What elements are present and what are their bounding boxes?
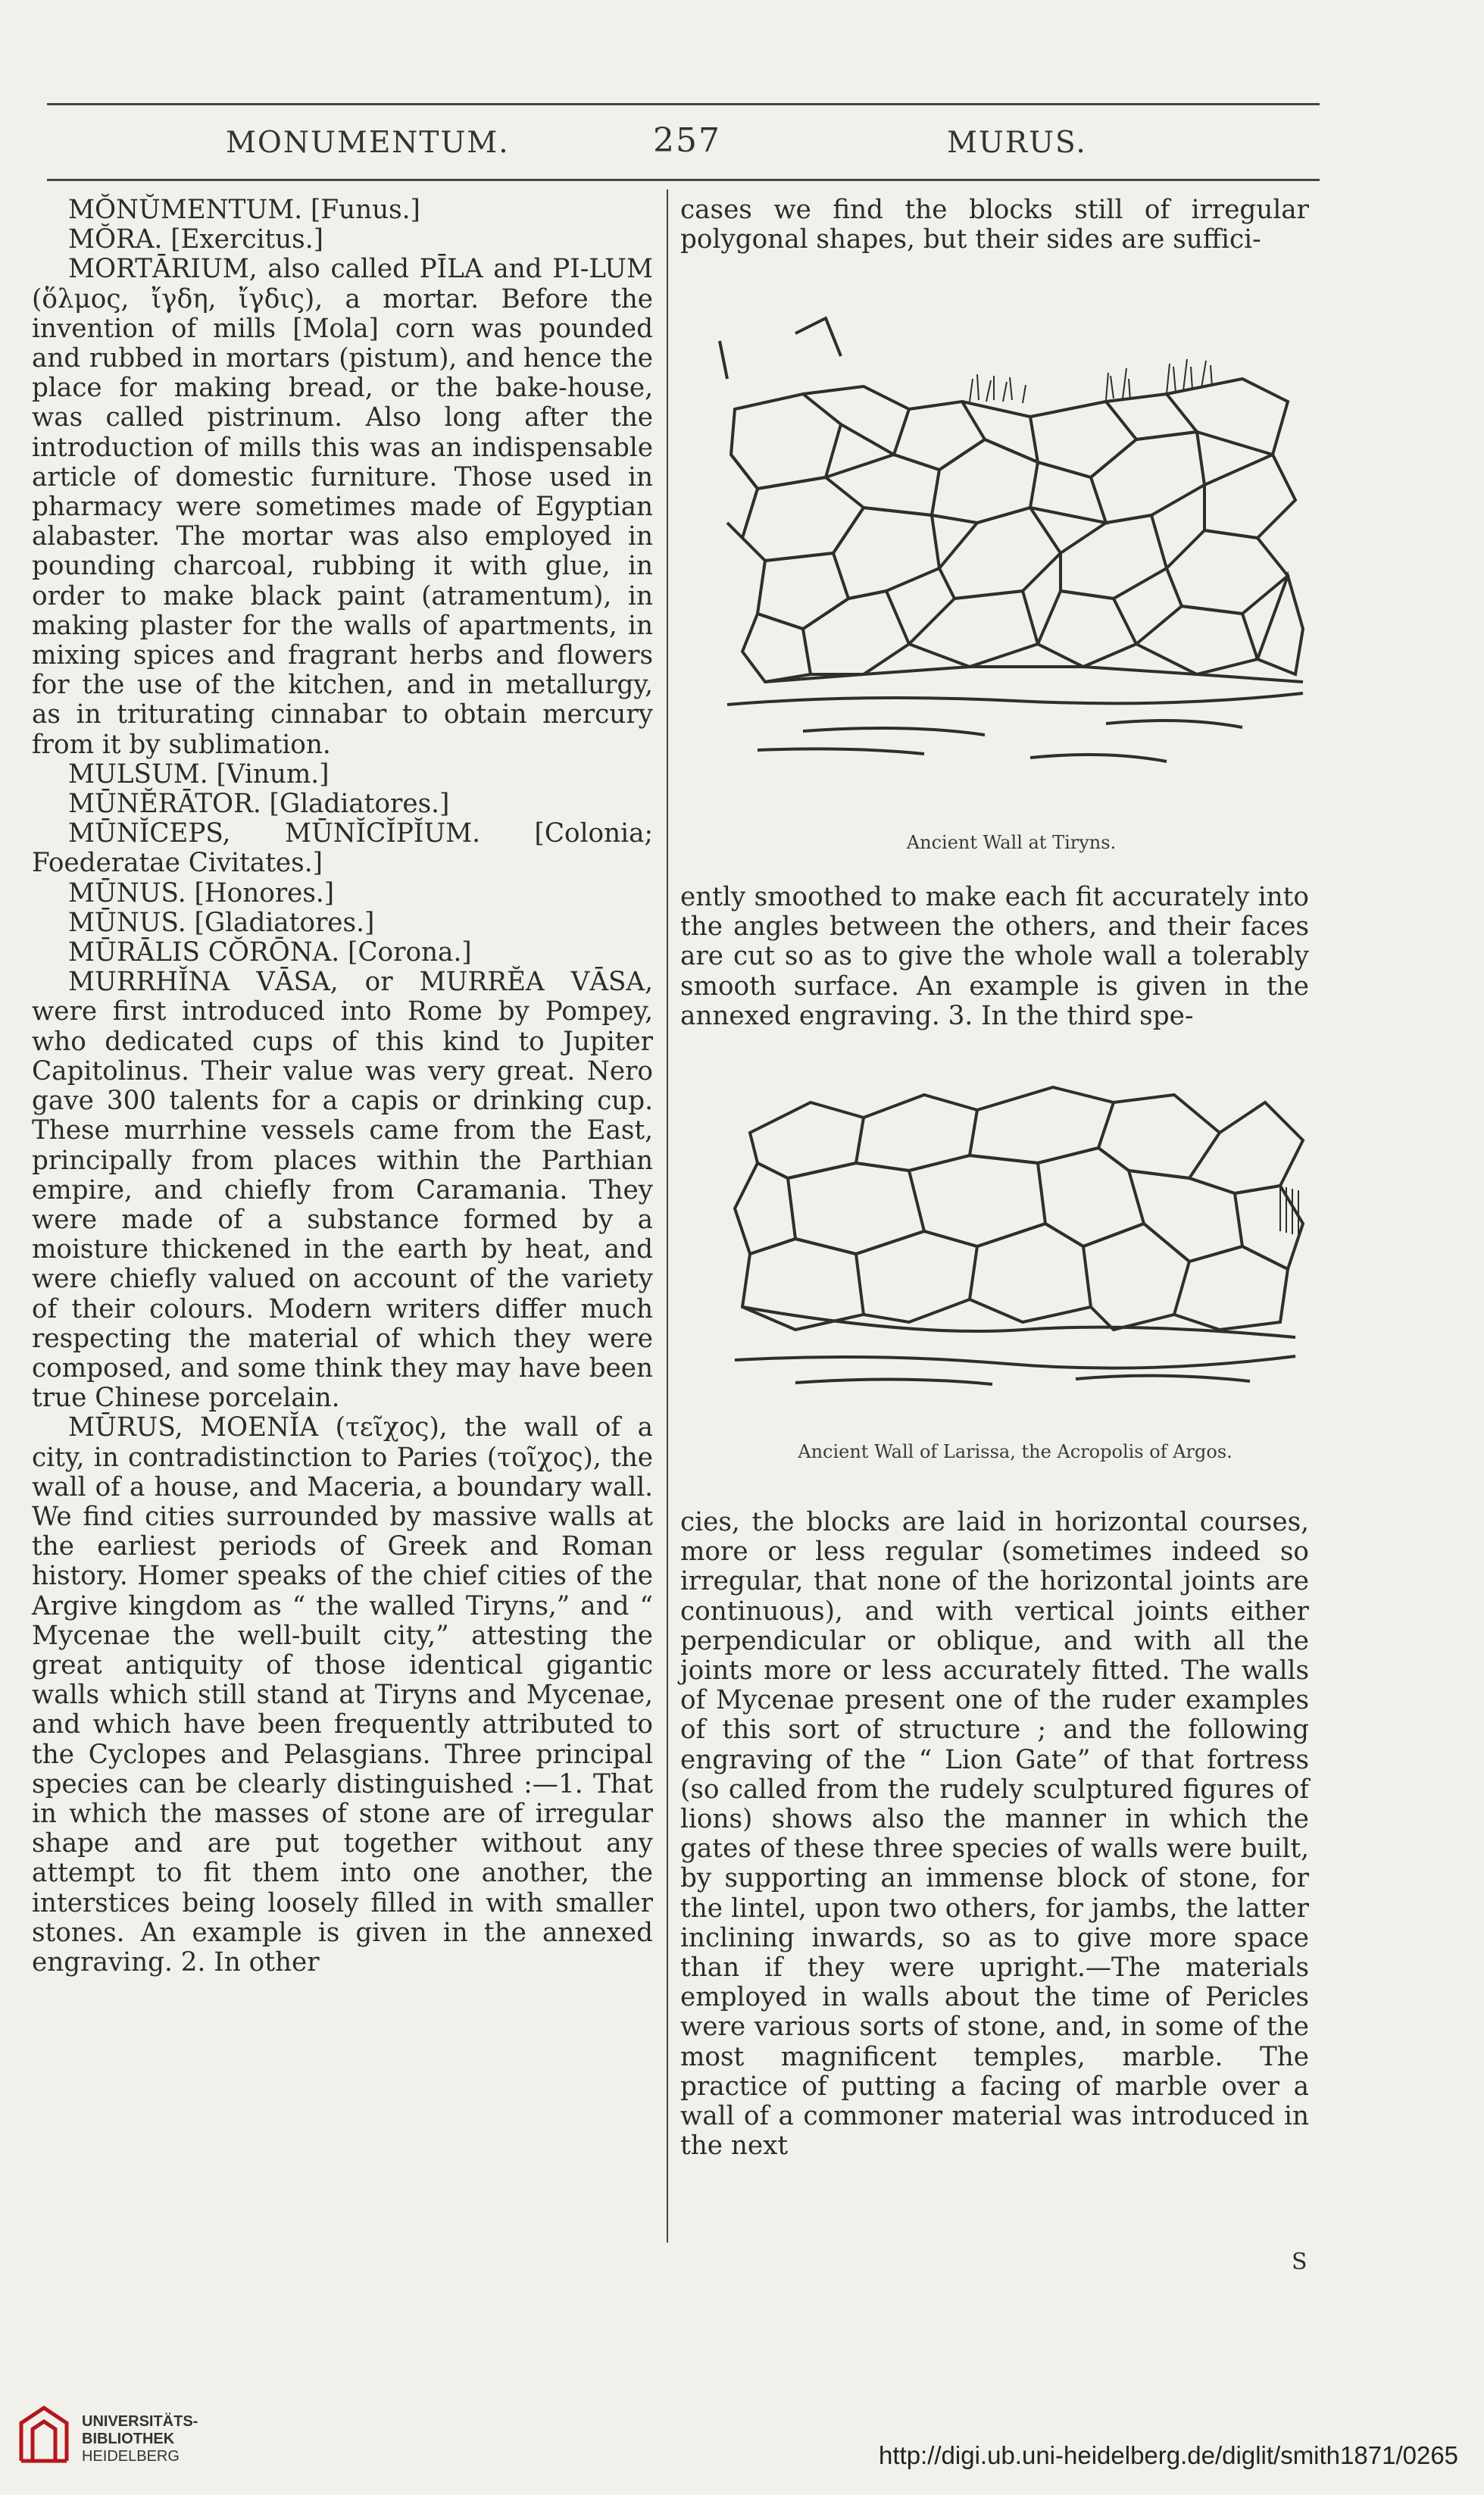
paragraph-cases: cases we find the blocks still of irregular polygonal shapes, but their sides are suffici- bbox=[680, 195, 1309, 255]
entry-mulsum: MULSUM. [Vinum.] bbox=[68, 758, 330, 789]
library-line-3: HEIDELBERG bbox=[82, 2448, 180, 2465]
page-number: 257 bbox=[653, 121, 721, 160]
column-divider bbox=[667, 189, 668, 2243]
caption-tiryns: Ancient Wall at Tiryns. bbox=[906, 832, 1117, 853]
paragraph-cies: cies, the blocks are laid in horizontal courses, more or less regular (sometimes indeed so irregular, that none of the horizontal joints are continuous), and with vertical joints either perpendicular or oblique, and with all the joints more or less accurately fitted. The walls of Mycenae present one of the ruder examples of this sort of structure ; and the following engraving of the “ Lion Gate” of that fortress (so called from the rudely sculptured figures of lions) shows also the manner in which the gates of these three species of walls were built, by supporting an immense block of stone, for the lintel, upon two others, for jambs, the latter inclining inwards, so as to give more space than if they were upright.—The materials employed in walls about the time of Pericles were various sorts of stone, and, in some of the most magnificent temples, marble. The practice of putting a facing of marble over a wall of a commoner material was introduced in the next bbox=[680, 1507, 1309, 2162]
left-column bbox=[32, 195, 653, 1978]
larissa-wall-engraving bbox=[720, 1072, 1311, 1405]
paragraph-ently: ently smoothed to make each fit accurately into the angles between the others, and their faces are cut so as to give the whole wall a tolerably smooth surface. An example is given in the annexed engraving. 3. In the third spe- bbox=[680, 882, 1309, 1031]
entry-murrhina-vasa: MURRHĬNA VĀSA, or MURRĔA VĀSA, were first introduced into Rome by Pompey, who dedicated cups of this kind to Jupiter Capitolinus. Their value was very great. Nero gave 300 talents for a capis or drinking cup. These murrhine vessels came from the East, principally from places within the Parthian empire, and chiefly from Caramania. They were made of a substance formed by a moisture thickened in the earth by heat, and were chiefly valued on account of the variety of their colours. Modern writers differ much respecting the material of which they were composed, and some think they may have been true Chinese porcelain. bbox=[32, 967, 653, 1414]
entry-mora: MŎRA. [Exercitus.] bbox=[68, 224, 323, 255]
entry-mortarium: MORTĀRIUM, also called PĪLA and PI-LUM (ὅλμος, ἴγδη, ἴγδις), a mortar. Before the invention of mills [Mola] corn was pounded and rubbed in mortars (pistum), and hence the place for making bread, or the bake-house, was called pistrinum. Also long after the introduction of mills this was an indispensable article of domestic furniture. Those used in pharmacy were sometimes made of Egyptian alabaster. The mortar was also employed in pounding charcoal, rubbing it with glue, in order to make black paint (atramentum), in making plaster for the walls of apartments, in mixing spices and fragrant herbs and flowers for the use of the kitchen, and in metallurgy, as in triturating cinnabar to obtain mercury from it by sublimation. bbox=[32, 254, 653, 760]
entry-muralis-corona: MŪRĀLIS CŎRŌNA. [Corona.] bbox=[68, 937, 472, 968]
entry-munus-honores: MŪNUS. [Honores.] bbox=[68, 877, 335, 908]
source-url-link[interactable]: http://digi.ub.uni-heidelberg.de/diglit/smith1871/0265 bbox=[879, 2441, 1459, 2469]
running-head-left: MONUMENTUM. bbox=[226, 126, 510, 160]
library-line-2: BIBLIOTHEK bbox=[82, 2431, 175, 2447]
right-column-top-text bbox=[680, 195, 1309, 255]
header-rule bbox=[47, 179, 1320, 181]
tiryns-wall-engraving bbox=[712, 311, 1311, 796]
entry-monumentum: MŎNŬMENTUM. [Funus.] bbox=[68, 195, 420, 225]
entry-murus: MŪRUS, MOENĬA (τεῖχος), the wall of a city, in contradistinction to Paries (τοῖχος), the wall of a house, and Maceria, a boundary wall. We find cities surrounded by massive walls at the earliest periods of Greek and Roman history. Homer speaks of the chief cities of the Argive kingdom as “ the walled Tiryns,” and “ Mycenae the well-built city,” attesting the great antiquity of those identical gigantic walls which still stand at Tiryns and Mycenae, and which have been frequently attributed to the Cyclopes and Pelasgians. Three principal species can be clearly distinguished :—1. That in which the masses of stone are of irregular shape and are put together without any attempt to fit them into one another, the interstices being loosely filled in with smaller stones. An example is given in the annexed engraving. 2. In other bbox=[32, 1412, 653, 1978]
entry-municeps: MŪNĬCEPS, MŪNĬCĬPĬUM. [Colonia; Foederatae Civitates.] bbox=[32, 818, 653, 879]
entry-munerator: MŪNĔRĀTOR. [Gladiatores.] bbox=[68, 789, 450, 820]
library-name bbox=[82, 2413, 198, 2465]
entry-munus-gladiatores: MŪNUS. [Gladiatores.] bbox=[68, 907, 375, 938]
right-column-middle-text bbox=[680, 883, 1309, 1031]
library-logo-icon bbox=[14, 2400, 74, 2468]
caption-larissa: Ancient Wall of Larissa, the Acropolis of Argos. bbox=[798, 1441, 1233, 1462]
top-rule bbox=[47, 103, 1320, 105]
right-column-bottom-text bbox=[680, 1508, 1309, 2161]
signature-mark: S bbox=[1292, 2249, 1307, 2275]
running-head-right: MURUS. bbox=[947, 126, 1087, 160]
library-line-1: UNIVERSITÄTS- bbox=[82, 2413, 198, 2430]
